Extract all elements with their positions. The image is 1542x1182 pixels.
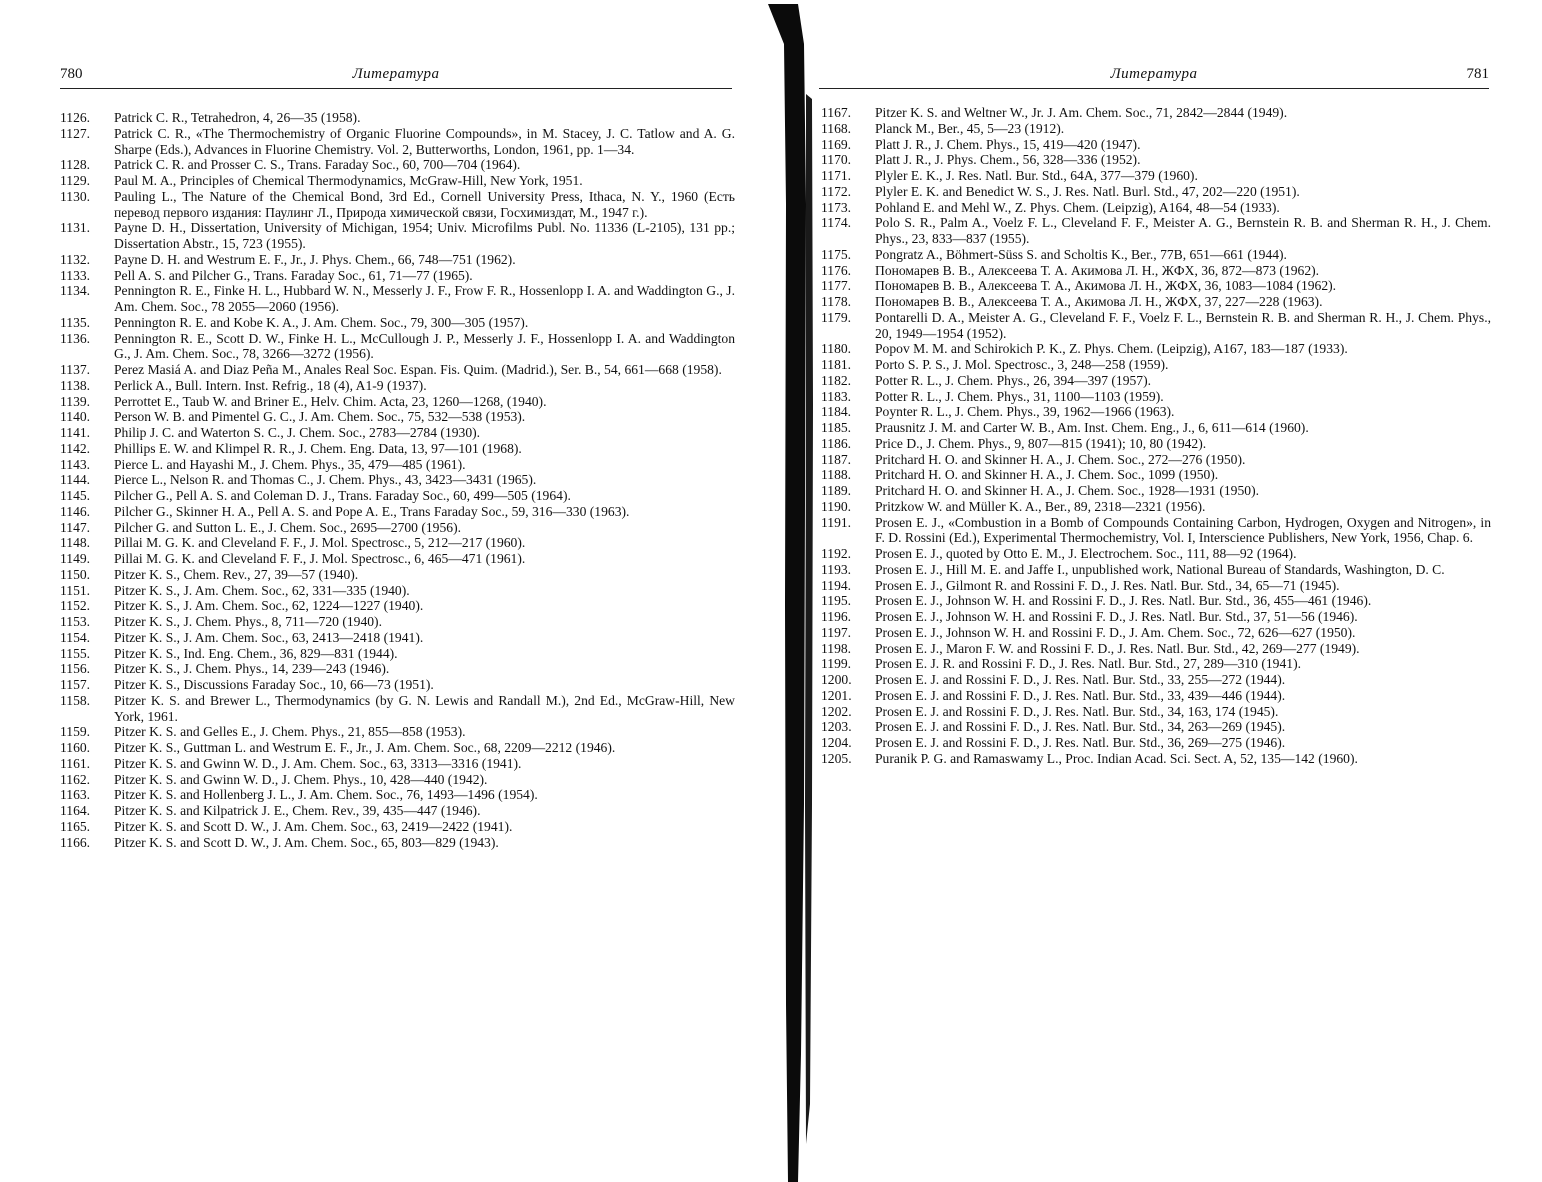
reference-text: Phillips E. W. and Klimpel R. R., J. Chem. Eng. Data, 13, 97—101 (1968).: [114, 440, 522, 456]
reference-entry: [821, 121, 1491, 137]
reference-text: Pilcher G. and Sutton L. E., J. Chem. Soc., 2695—2700 (1956).: [114, 519, 461, 535]
reference-number: 1167.: [821, 105, 852, 120]
reference-text: Potter R. L., J. Chem. Phys., 31, 1100—1103 (1959).: [875, 388, 1164, 404]
reference-entry: [60, 488, 735, 504]
reference-number: 1157.: [60, 677, 91, 692]
reference-entry: [60, 551, 735, 567]
reference-text: Planck M., Ber., 45, 5—23 (1912).: [875, 120, 1065, 136]
reference-text: Pitzer K. S., J. Am. Chem. Soc., 62, 1224—1227 (1940).: [114, 598, 424, 614]
reference-text: Pennington R. E. and Kobe K. A., J. Am. Chem. Soc., 79, 300—305 (1957).: [114, 314, 529, 330]
reference-text: Pitzer K. S., J. Chem. Phys., 8, 711—720 (1940).: [114, 614, 382, 629]
reference-text: Pillai M. G. K. and Cleveland F. F., J. Mol. Spectrosc., 5, 212—217 (1960).: [114, 535, 526, 551]
reference-entry: [60, 835, 735, 851]
reference-number: 1182.: [821, 372, 852, 388]
reference-number: 1156.: [60, 661, 91, 677]
reference-text: Pierce L., Nelson R. and Thomas C., J. Chem. Phys., 43, 3423—3431 (1965).: [114, 472, 537, 488]
reference-number: 1169.: [821, 136, 852, 152]
reference-text: Pritchard H. O. and Skinner H. A., J. Chem. Soc., 1099 (1950).: [875, 467, 1219, 483]
reference-number: 1140.: [60, 409, 91, 425]
reference-number: 1178.: [821, 294, 852, 309]
reference-text: Pierce L. and Hayashi M., J. Chem. Phys., 35, 479—485 (1961).: [114, 456, 466, 472]
reference-text: Perlick A., Bull. Intern. Inst. Refrig., 18 (4), A1-9 (1937).: [114, 377, 427, 393]
reference-entry: [60, 646, 735, 662]
reference-text: Pell A. S. and Pilcher G., Trans. Faraday Soc., 61, 71—77 (1965).: [114, 267, 473, 283]
reference-number: 1186.: [821, 435, 852, 451]
reference-text: Prosen E. J. and Rossini F. D., J. Res. Natl. Bur. Std., 36, 269—275 (1946).: [875, 735, 1286, 750]
reference-text: Popov M. M. and Schirokich P. K., Z. Phys. Chem. (Leipzig), A167, 183—187 (1933).: [875, 341, 1348, 357]
reference-text: Пономарев В. В., Алексеева Т. А., Акимова Л. Н., ЖФХ, 37, 227—228 (1963).: [875, 294, 1323, 309]
reference-text: Pitzer K. S., Guttman L. and Westrum E. F., Jr., J. Am. Chem. Soc., 68, 2209—2212 (1946).: [114, 740, 616, 755]
reference-text: Potter R. L., J. Chem. Phys., 26, 394—397 (1957).: [875, 372, 1152, 388]
reference-number: 1129.: [60, 173, 91, 188]
reference-number: 1155.: [60, 645, 91, 661]
reference-number: 1144.: [60, 472, 91, 488]
reference-text: Pitzer K. S. and Brewer L., Thermodynamics (by G. N. Lewis and Randall M.), 2nd Ed., McGraw-Hill, New York, 1961.: [114, 692, 735, 724]
reference-entry: [60, 787, 735, 803]
reference-entry: [821, 609, 1491, 625]
reference-number: 1148.: [60, 535, 91, 551]
reference-entry: [60, 315, 735, 331]
reference-text: Prosen E. J. and Rossini F. D., J. Res. Natl. Bur. Std., 33, 439—446 (1944).: [875, 687, 1286, 703]
reference-number: 1137.: [60, 362, 91, 377]
reference-number: 1198.: [821, 640, 852, 656]
reference-entry: [821, 373, 1491, 389]
reference-entry: [821, 184, 1491, 200]
reference-number: 1133.: [60, 267, 91, 283]
right-page-header: [819, 66, 1489, 89]
reference-text: Pilcher G., Pell A. S. and Coleman D. J., Trans. Faraday Soc., 60, 499—505 (1964).: [114, 488, 571, 503]
reference-entry: [60, 724, 735, 740]
reference-entry: [60, 220, 735, 252]
reference-number: 1180.: [821, 341, 852, 357]
reference-text: Pohland E. and Mehl W., Z. Phys. Chem. (Leipzig), A164, 48—54 (1933).: [875, 199, 1280, 215]
right-reference-list: [821, 105, 1491, 767]
reference-entry: [60, 535, 735, 551]
reference-entry: [821, 467, 1491, 483]
reference-entry: [60, 425, 735, 441]
reference-entry: [60, 331, 735, 363]
reference-number: 1203.: [821, 719, 852, 735]
reference-number: 1196.: [821, 609, 852, 624]
reference-text: Prosen E. J., Johnson W. H. and Rossini F. D., J. Res. Natl. Bur. Std., 37, 51—56 (1946).: [875, 609, 1358, 624]
reference-text: Paul M. A., Principles of Chemical Thermodynamics, McGraw-Hill, New York, 1951.: [114, 173, 583, 188]
reference-entry: [60, 677, 735, 693]
reference-number: 1161.: [60, 755, 91, 771]
reference-number: 1164.: [60, 803, 91, 818]
reference-text: Price D., J. Chem. Phys., 9, 807—815 (1941); 10, 80 (1942).: [875, 435, 1207, 451]
reference-entry: [60, 693, 735, 725]
reference-number: 1131.: [60, 220, 91, 236]
reference-number: 1165.: [60, 818, 91, 834]
right-page-number: 781: [1466, 66, 1489, 82]
reference-number: 1153.: [60, 614, 91, 629]
left-page: [0, 0, 760, 1182]
reference-text: Pritchard H. O. and Skinner H. A., J. Chem. Soc., 272—276 (1950).: [875, 451, 1246, 467]
reference-entry: [821, 215, 1491, 247]
reference-text: Perez Masiá A. and Diaz Peña M., Anales Real Soc. Espan. Fis. Quim. (Madrid.), Ser. B., 54, 661—668 (1958).: [114, 362, 722, 377]
reference-text: Prosen E. J., Hill M. E. and Jaffe I., unpublished work, National Bureau of Standards, Washington, D. C.: [875, 561, 1445, 577]
reference-number: 1139.: [60, 393, 91, 409]
reference-entry: [821, 436, 1491, 452]
reference-entry: [821, 719, 1491, 735]
reference-text: Polo S. R., Palm A., Voelz F. L., Cleveland F. F., Meister A. G., Bernstein R. B. and Sherman R. H., J. Chem. Phys., 23, 833—837 (1955).: [875, 215, 1491, 246]
reference-text: Пономарев В. В., Алексеева Т. А., Акимова Л. Н., ЖФХ, 36, 1083—1084 (1962).: [875, 278, 1337, 294]
reference-entry: [821, 310, 1491, 342]
reference-entry: [821, 168, 1491, 184]
reference-text: Pritzkow W. and Müller K. A., Ber., 89, 2318—2321 (1956).: [875, 498, 1206, 514]
reference-number: 1189.: [821, 483, 852, 498]
reference-text: Payne D. H., Dissertation, University of Michigan, 1954; Univ. Microfilms Publ. No. 11336 (L-2105), 131 pp.; Dissertation Abstr., 15, 723 (1955).: [114, 220, 735, 251]
reference-text: Puranik P. G. and Ramaswamy L., Proc. Indian Acad. Sci. Sect. A, 52, 135—142 (1960).: [875, 750, 1358, 766]
reference-entry: [821, 294, 1491, 310]
reference-entry: [60, 378, 735, 394]
reference-number: 1154.: [60, 629, 91, 645]
reference-number: 1128.: [60, 157, 91, 173]
reference-entry: [821, 499, 1491, 515]
reference-text: Philip J. C. and Waterton S. C., J. Chem. Soc., 2783—2784 (1930).: [114, 425, 481, 440]
reference-entry: [821, 389, 1491, 405]
reference-number: 1158.: [60, 692, 91, 708]
reference-entry: [821, 404, 1491, 420]
reference-text: Person W. B. and Pimentel G. C., J. Am. Chem. Soc., 75, 532—538 (1953).: [114, 409, 526, 425]
reference-number: 1152.: [60, 598, 91, 614]
reference-entry: [60, 630, 735, 646]
reference-entry: [821, 137, 1491, 153]
reference-entry: [821, 578, 1491, 594]
reference-number: 1132.: [60, 251, 91, 267]
reference-text: Pillai M. G. K. and Cleveland F. F., J. Mol. Spectrosc., 6, 465—471 (1961).: [114, 551, 526, 566]
reference-text: Plyler E. K. and Benedict W. S., J. Res. Natl. Burl. Std., 47, 202—220 (1951).: [875, 183, 1300, 199]
reference-entry: [821, 735, 1491, 751]
reference-text: Pitzer K. S., Chem. Rev., 27, 39—57 (1940).: [114, 566, 359, 582]
reference-text: Пономарев В. В., Алексеева Т. А. Акимова Л. Н., ЖФХ, 36, 872—873 (1962).: [875, 262, 1320, 278]
reference-entry: [821, 452, 1491, 468]
left-reference-list: [60, 110, 735, 850]
reference-text: Patrick C. R., Tetrahedron, 4, 26—35 (1958).: [114, 110, 361, 125]
reference-number: 1175.: [821, 246, 852, 262]
reference-number: 1135.: [60, 314, 91, 330]
reference-text: Prosen E. J. and Rossini F. D., J. Res. Natl. Bur. Std., 34, 263—269 (1945).: [875, 719, 1286, 735]
reference-text: Pitzer K. S., Ind. Eng. Chem., 36, 829—831 (1944).: [114, 645, 398, 661]
reference-entry: [60, 567, 735, 583]
reference-number: 1191.: [821, 514, 852, 530]
reference-number: 1173.: [821, 199, 852, 215]
left-page-header: [60, 66, 732, 89]
reference-number: 1150.: [60, 566, 91, 582]
reference-text: Prausnitz J. M. and Carter W. B., Am. Inst. Chem. Eng., J., 6, 611—614 (1960).: [875, 420, 1309, 435]
reference-entry: [821, 483, 1491, 499]
reference-text: Pitzer K. S. and Hollenberg J. L., J. Am. Chem. Soc., 76, 1493—1496 (1954).: [114, 787, 538, 803]
reference-text: Pitzer K. S. and Gelles E., J. Chem. Phys., 21, 855—858 (1953).: [114, 724, 466, 740]
reference-text: Pitzer K. S., J. Chem. Phys., 14, 239—243 (1946).: [114, 661, 390, 677]
reference-entry: [60, 772, 735, 788]
reference-entry: [60, 803, 735, 819]
reference-text: Prosen E. J., Maron F. W. and Rossini F. D., J. Res. Natl. Bur. Std., 42, 269—277 (1949).: [875, 640, 1360, 656]
reference-text: Pennington R. E., Finke H. L., Hubbard W. N., Messerly J. F., Frow F. R., Hossenlopp I. A. and Waddington G., J. Am. Chem. Soc., 78 2055—2060 (1956).: [114, 283, 735, 314]
reference-text: Prosen E. J., Johnson W. H. and Rossini F. D., J. Res. Natl. Bur. Std., 36, 455—461 (1946).: [875, 593, 1372, 609]
reference-number: 1166.: [60, 834, 91, 850]
reference-number: 1170.: [821, 152, 852, 168]
reference-entry: [821, 704, 1491, 720]
reference-number: 1149.: [60, 551, 91, 566]
reference-text: Prosen E. J. and Rossini F. D., J. Res. Natl. Bur. Std., 33, 255—272 (1944).: [875, 672, 1286, 687]
reference-entry: [60, 819, 735, 835]
reference-number: 1126.: [60, 110, 91, 125]
reference-entry: [821, 247, 1491, 263]
reference-text: Prosen E. J., Gilmont R. and Rossini F. D., J. Res. Natl. Bur. Std., 34, 65—71 (1945).: [875, 577, 1340, 593]
reference-entry: [60, 583, 735, 599]
reference-entry: [821, 278, 1491, 294]
reference-text: Pitzer K. S. and Gwinn W. D., J. Chem. Phys., 10, 428—440 (1942).: [114, 771, 488, 787]
reference-entry: [60, 504, 735, 520]
reference-number: 1197.: [821, 624, 852, 640]
reference-number: 1172.: [821, 183, 852, 199]
reference-entry: [60, 110, 735, 126]
reference-number: 1163.: [60, 787, 91, 803]
reference-number: 1171.: [821, 168, 852, 183]
reference-number: 1160.: [60, 740, 91, 755]
reference-number: 1185.: [821, 420, 852, 435]
reference-entry: [60, 520, 735, 536]
reference-number: 1159.: [60, 724, 91, 740]
reference-number: 1205.: [821, 750, 852, 766]
reference-text: Pitzer K. S. and Gwinn W. D., J. Am. Chem. Soc., 63, 3313—3316 (1941).: [114, 755, 522, 771]
reference-entry: [60, 268, 735, 284]
reference-number: 1177.: [821, 278, 852, 294]
reference-entry: [821, 515, 1491, 547]
reference-text: Pitzer K. S., J. Am. Chem. Soc., 62, 331—335 (1940).: [114, 582, 410, 598]
reference-text: Perrottet E., Taub W. and Briner E., Helv. Chim. Acta, 23, 1260—1268, (1940).: [114, 393, 547, 409]
reference-number: 1151.: [60, 582, 91, 598]
reference-text: Prosen E. J., quoted by Otto E. M., J. Electrochem. Soc., 111, 88—92 (1964).: [875, 546, 1297, 561]
reference-number: 1136.: [60, 330, 91, 346]
reference-text: Prosen E. J., Johnson W. H. and Rossini F. D., J. Am. Chem. Soc., 72, 626—627 (1950).: [875, 624, 1356, 640]
reference-entry: [60, 252, 735, 268]
reference-entry: [60, 598, 735, 614]
reference-number: 1194.: [821, 577, 852, 593]
left-running-title: Литература: [352, 66, 440, 82]
reference-entry: [821, 263, 1491, 279]
reference-number: 1138.: [60, 377, 91, 393]
reference-number: 1134.: [60, 283, 91, 299]
reference-entry: [60, 189, 735, 221]
reference-number: 1193.: [821, 561, 852, 577]
reference-entry: [821, 152, 1491, 168]
reference-text: Pauling L., The Nature of the Chemical Bond, 3rd Ed., Cornell University Press, Ithaca, N. Y., 1960 (Есть перевод первого издания: Паулинг Л., Природа химической связи, Госхимиздат, М., 1947 г.).: [114, 188, 735, 220]
reference-entry: [821, 672, 1491, 688]
reference-number: 1176.: [821, 262, 852, 278]
reference-text: Porto S. P. S., J. Mol. Spectrosc., 3, 248—258 (1959).: [875, 357, 1169, 372]
reference-number: 1200.: [821, 672, 852, 687]
reference-entry: [60, 472, 735, 488]
reference-entry: [60, 661, 735, 677]
reference-entry: [60, 457, 735, 473]
reference-text: Prosen E. J. R. and Rossini F. D., J. Res. Natl. Bur. Std., 27, 289—310 (1941).: [875, 656, 1301, 672]
reference-entry: [60, 409, 735, 425]
right-page: [805, 0, 1542, 1182]
reference-entry: [60, 126, 735, 158]
reference-entry: [821, 546, 1491, 562]
reference-number: 1127.: [60, 125, 91, 141]
reference-entry: [60, 394, 735, 410]
reference-text: Platt J. R., J. Chem. Phys., 15, 419—420 (1947).: [875, 136, 1141, 152]
reference-number: 1199.: [821, 656, 852, 672]
reference-entry: [60, 614, 735, 630]
reference-number: 1174.: [821, 215, 852, 231]
reference-number: 1179.: [821, 309, 852, 325]
reference-number: 1142.: [60, 440, 91, 456]
reference-text: Poynter R. L., J. Chem. Phys., 39, 1962—1966 (1963).: [875, 404, 1175, 420]
reference-text: Patrick C. R., «The Thermochemistry of Organic Fluorine Compounds», in M. Stacey, J. C. Tatlow and A. G. Sharpe (Eds.), Advances in Fluorine Chemistry. Vol. 2, Butterworths, London, 1961, pp. 1—34.: [114, 125, 735, 157]
reference-text: Plyler E. K., J. Res. Natl. Bur. Std., 64A, 377—379 (1960).: [875, 168, 1198, 183]
reference-number: 1168.: [821, 120, 852, 136]
reference-text: Pitzer K. S. and Kilpatrick J. E., Chem. Rev., 39, 435—447 (1946).: [114, 803, 481, 818]
reference-text: Pennington R. E., Scott D. W., Finke H. L., McCullough J. P., Messerly J. F., Hossenlopp I. A. and Waddington G., J. Am. Chem. Soc., 78, 3266—3272 (1956).: [114, 330, 735, 362]
reference-number: 1181.: [821, 357, 852, 372]
reference-entry: [821, 688, 1491, 704]
reference-text: Prosen E. J. and Rossini F. D., J. Res. Natl. Bur. Std., 34, 163, 174 (1945).: [875, 703, 1279, 719]
left-page-number: 780: [60, 66, 83, 82]
reference-number: 1147.: [60, 519, 91, 535]
reference-number: 1146.: [60, 503, 91, 519]
reference-number: 1183.: [821, 388, 852, 404]
reference-entry: [60, 173, 735, 189]
reference-entry: [821, 641, 1491, 657]
reference-number: 1187.: [821, 451, 852, 467]
reference-text: Pitzer K. S., Discussions Faraday Soc., 10, 66—73 (1951).: [114, 677, 434, 692]
reference-text: Prosen E. J., «Combustion in a Bomb of Compounds Containing Carbon, Hydrogen, Oxygen and Nitrogen», in F. D. Rossini (Ed.), Experimental Thermochemistry, Vol. I, Interscience Publishers, New York, 1956, Chap. 6.: [875, 514, 1491, 546]
reference-number: 1145.: [60, 488, 91, 503]
reference-number: 1162.: [60, 771, 91, 787]
reference-text: Pitzer K. S. and Scott D. W., J. Am. Chem. Soc., 63, 2419—2422 (1941).: [114, 818, 513, 834]
reference-entry: [821, 656, 1491, 672]
reference-text: Patrick C. R. and Prosser C. S., Trans. Faraday Soc., 60, 700—704 (1964).: [114, 157, 521, 173]
reference-number: 1184.: [821, 404, 852, 420]
reference-entry: [821, 341, 1491, 357]
reference-number: 1143.: [60, 456, 91, 472]
reference-entry: [60, 441, 735, 457]
reference-text: Pitzer K. S. and Scott D. W., J. Am. Chem. Soc., 65, 803—829 (1943).: [114, 834, 499, 850]
reference-text: Pilcher G., Skinner H. A., Pell A. S. and Pope A. E., Trans Faraday Soc., 59, 316—330 (1963).: [114, 503, 630, 519]
reference-entry: [821, 420, 1491, 436]
reference-number: 1190.: [821, 498, 852, 514]
reference-entry: [821, 593, 1491, 609]
reference-entry: [821, 625, 1491, 641]
reference-text: Pitzer K. S. and Weltner W., Jr. J. Am. Chem. Soc., 71, 2842—2844 (1949).: [875, 105, 1288, 120]
reference-number: 1204.: [821, 735, 852, 750]
reference-text: Pontarelli D. A., Meister A. G., Cleveland F. F., Voelz F. L., Bernstein R. B. and Sherman R. H., J. Chem. Phys., 20, 1949—1954 (1952).: [875, 309, 1491, 341]
reference-number: 1192.: [821, 546, 852, 561]
reference-text: Pongratz A., Böhmert-Süss S. and Scholtis K., Ber., 77B, 651—661 (1944).: [875, 246, 1287, 262]
reference-number: 1195.: [821, 593, 852, 609]
reference-entry: [821, 357, 1491, 373]
reference-number: 1201.: [821, 687, 852, 703]
reference-number: 1188.: [821, 467, 852, 483]
reference-entry: [60, 157, 735, 173]
reference-entry: [60, 283, 735, 315]
reference-entry: [60, 740, 735, 756]
reference-number: 1202.: [821, 703, 852, 719]
reference-entry: [60, 756, 735, 772]
reference-number: 1141.: [60, 425, 91, 440]
reference-text: Pritchard H. O. and Skinner H. A., J. Chem. Soc., 1928—1931 (1950).: [875, 483, 1259, 498]
reference-entry: [60, 362, 735, 378]
reference-number: 1130.: [60, 188, 91, 204]
reference-entry: [821, 751, 1491, 767]
reference-entry: [821, 562, 1491, 578]
reference-entry: [821, 200, 1491, 216]
reference-text: Pitzer K. S., J. Am. Chem. Soc., 63, 2413—2418 (1941).: [114, 629, 424, 645]
reference-entry: [821, 105, 1491, 121]
reference-text: Payne D. H. and Westrum E. F., Jr., J. Phys. Chem., 66, 748—751 (1962).: [114, 251, 516, 267]
reference-text: Platt J. R., J. Phys. Chem., 56, 328—336 (1952).: [875, 152, 1141, 168]
right-running-title: Литература: [1110, 66, 1198, 82]
